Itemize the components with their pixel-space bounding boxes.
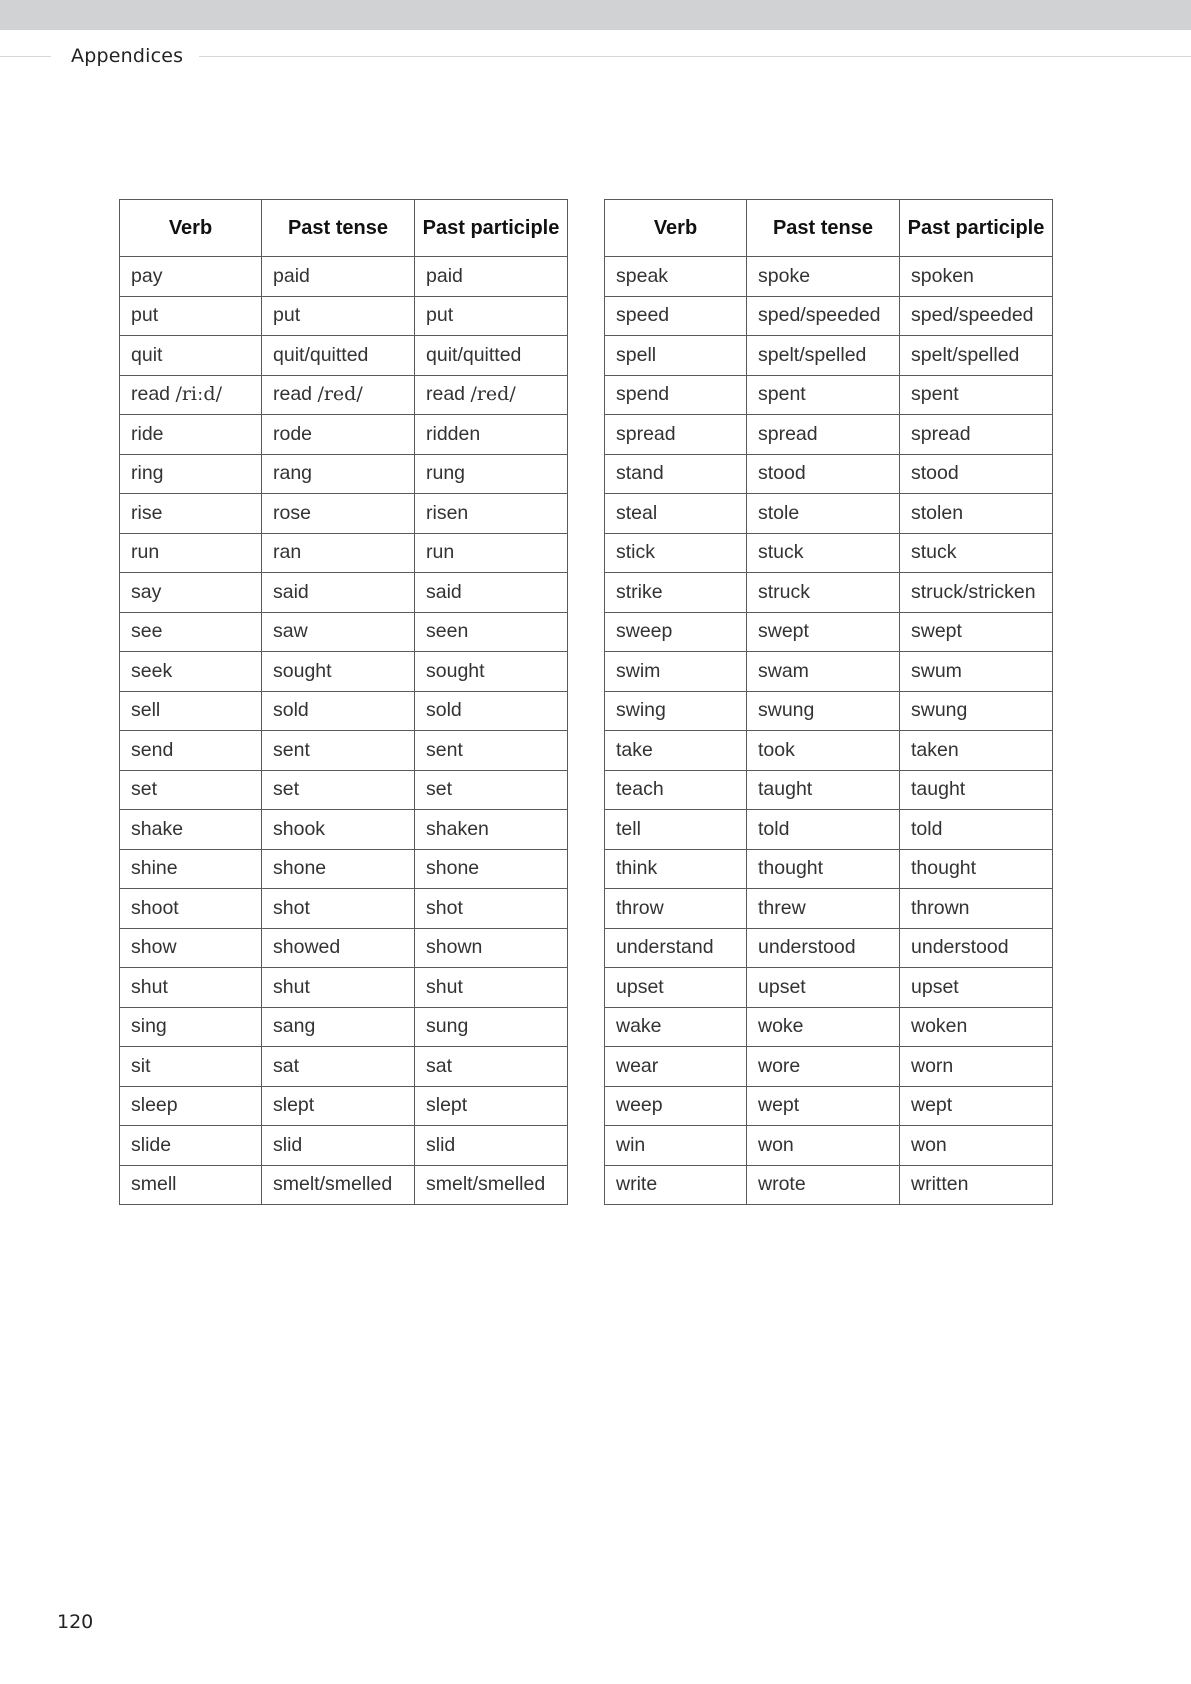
past-participle-cell: quit/quitted <box>415 336 568 376</box>
verb-cell: swing <box>605 691 747 731</box>
verb-cell: show <box>120 928 262 968</box>
verb-cell: shut <box>120 968 262 1008</box>
table-row <box>605 533 1053 573</box>
past-tense-cell: understood <box>747 928 900 968</box>
past-participle-cell: sought <box>415 652 568 692</box>
table-row <box>605 810 1053 850</box>
past-participle-cell: smelt/smelled <box>415 1165 568 1205</box>
past-participle-cell: shown <box>415 928 568 968</box>
verb-cell: wake <box>605 1007 747 1047</box>
table-row <box>605 1165 1053 1205</box>
verb-cell: strike <box>605 573 747 613</box>
verb-cell: rise <box>120 494 262 534</box>
top-gray-bar <box>0 0 1191 30</box>
verb-cell: sell <box>120 691 262 731</box>
verb-cell: spend <box>605 375 747 415</box>
past-participle-cell: won <box>900 1126 1053 1166</box>
past-participle-cell: sold <box>415 691 568 731</box>
header-rule-right <box>199 56 1191 57</box>
verb-cell: speak <box>605 257 747 297</box>
table-row <box>120 1126 568 1166</box>
past-participle-cell: stuck <box>900 533 1053 573</box>
past-tense-cell: sought <box>262 652 415 692</box>
verb-cell: quit <box>120 336 262 376</box>
verb-cell: slide <box>120 1126 262 1166</box>
column-header-past-participle: Past participle <box>900 200 1053 257</box>
table-row <box>120 1165 568 1205</box>
past-tense-cell: shone <box>262 849 415 889</box>
past-participle-cell: spelt/spelled <box>900 336 1053 376</box>
table-row <box>605 968 1053 1008</box>
past-tense-cell: swept <box>747 612 900 652</box>
section-title: Appendices <box>71 45 184 67</box>
table-row <box>120 731 568 771</box>
verb-cell: steal <box>605 494 747 534</box>
past-participle-cell: slid <box>415 1126 568 1166</box>
table-row <box>605 257 1053 297</box>
verb-cell: sweep <box>605 612 747 652</box>
verb-cell: sit <box>120 1047 262 1087</box>
past-tense-cell: set <box>262 770 415 810</box>
table-row <box>605 573 1053 613</box>
verb-cell: wear <box>605 1047 747 1087</box>
past-participle-cell: shone <box>415 849 568 889</box>
past-tense-cell: sent <box>262 731 415 771</box>
past-participle-cell: written <box>900 1165 1053 1205</box>
table-row <box>120 889 568 929</box>
verb-word: read <box>273 383 318 406</box>
past-tense-cell: said <box>262 573 415 613</box>
past-tense-cell: sped/speeded <box>747 296 900 336</box>
table-row <box>120 652 568 692</box>
verb-cell: sleep <box>120 1086 262 1126</box>
past-participle-cell: sung <box>415 1007 568 1047</box>
past-tense-cell: shot <box>262 889 415 929</box>
table-row <box>120 810 568 850</box>
verb-cell: win <box>605 1126 747 1166</box>
past-participle-cell: stood <box>900 454 1053 494</box>
phonetic-transcription: /riːd/ <box>175 383 222 406</box>
past-participle-cell: stolen <box>900 494 1053 534</box>
table-row <box>120 296 568 336</box>
verb-cell: stick <box>605 533 747 573</box>
past-tense-cell: won <box>747 1126 900 1166</box>
table-row <box>120 494 568 534</box>
table-row <box>605 1086 1053 1126</box>
table-row <box>120 454 568 494</box>
past-tense-cell: stood <box>747 454 900 494</box>
verb-cell: upset <box>605 968 747 1008</box>
past-tense-cell: taught <box>747 770 900 810</box>
past-tense-cell: stuck <box>747 533 900 573</box>
table-row <box>605 889 1053 929</box>
past-participle-cell: spoken <box>900 257 1053 297</box>
table-row <box>120 1086 568 1126</box>
past-tense-cell: threw <box>747 889 900 929</box>
past-participle-cell: taught <box>900 770 1053 810</box>
table-row <box>120 849 568 889</box>
past-tense-cell: swung <box>747 691 900 731</box>
past-participle-cell: run <box>415 533 568 573</box>
past-tense-cell: spent <box>747 375 900 415</box>
verb-cell: say <box>120 573 262 613</box>
table-row <box>605 770 1053 810</box>
past-participle-cell: said <box>415 573 568 613</box>
past-tense-cell: rang <box>262 454 415 494</box>
irregular-verbs-table-right <box>604 199 1053 1205</box>
past-participle-cell: wept <box>900 1086 1053 1126</box>
past-tense-cell: spoke <box>747 257 900 297</box>
past-tense-cell: spelt/spelled <box>747 336 900 376</box>
past-participle-cell: worn <box>900 1047 1053 1087</box>
past-participle-cell: taken <box>900 731 1053 771</box>
table-row <box>120 257 568 297</box>
verb-cell: think <box>605 849 747 889</box>
past-participle-cell: ridden <box>415 415 568 455</box>
verb-cell: shine <box>120 849 262 889</box>
table-row <box>120 1007 568 1047</box>
past-participle-cell: set <box>415 770 568 810</box>
table-row <box>605 691 1053 731</box>
table-row <box>605 652 1053 692</box>
table-row <box>605 928 1053 968</box>
table-row <box>120 336 568 376</box>
verb-cell: see <box>120 612 262 652</box>
past-participle-cell: sent <box>415 731 568 771</box>
column-header-past-tense: Past tense <box>262 200 415 257</box>
past-tense-cell: spread <box>747 415 900 455</box>
verb-cell: run <box>120 533 262 573</box>
table-row <box>120 928 568 968</box>
table-row <box>605 375 1053 415</box>
verb-cell: shoot <box>120 889 262 929</box>
verb-cell: put <box>120 296 262 336</box>
past-tense-cell: sold <box>262 691 415 731</box>
past-tense-cell: thought <box>747 849 900 889</box>
past-tense-cell <box>262 375 415 415</box>
verb-cell: ring <box>120 454 262 494</box>
table-row <box>605 494 1053 534</box>
table-row <box>605 1047 1053 1087</box>
past-tense-cell: shook <box>262 810 415 850</box>
past-tense-cell: shut <box>262 968 415 1008</box>
table-body <box>605 257 1053 1205</box>
verb-cell: smell <box>120 1165 262 1205</box>
past-tense-cell: showed <box>262 928 415 968</box>
verb-cell: shake <box>120 810 262 850</box>
verb-cell: swim <box>605 652 747 692</box>
table-header-row <box>120 200 568 257</box>
past-tense-cell: rose <box>262 494 415 534</box>
past-participle-cell: put <box>415 296 568 336</box>
past-tense-cell: sat <box>262 1047 415 1087</box>
past-participle-cell: sped/speeded <box>900 296 1053 336</box>
header-rule-left <box>0 56 51 57</box>
past-tense-cell: smelt/smelled <box>262 1165 415 1205</box>
past-participle-cell: shot <box>415 889 568 929</box>
past-participle-cell: thrown <box>900 889 1053 929</box>
verb-cell <box>120 375 262 415</box>
verb-cell: teach <box>605 770 747 810</box>
table-row <box>605 296 1053 336</box>
past-participle-cell: paid <box>415 257 568 297</box>
page-number: 120 <box>57 1611 94 1633</box>
column-header-verb: Verb <box>120 200 262 257</box>
past-tense-cell: upset <box>747 968 900 1008</box>
verb-cell: stand <box>605 454 747 494</box>
verb-cell: pay <box>120 257 262 297</box>
past-participle-cell: risen <box>415 494 568 534</box>
past-participle-cell: swung <box>900 691 1053 731</box>
past-tense-cell: sang <box>262 1007 415 1047</box>
past-tense-cell: wrote <box>747 1165 900 1205</box>
column-header-past-tense: Past tense <box>747 200 900 257</box>
past-tense-cell: slept <box>262 1086 415 1126</box>
past-participle-cell: sat <box>415 1047 568 1087</box>
past-participle-cell: shaken <box>415 810 568 850</box>
past-tense-cell: swam <box>747 652 900 692</box>
past-tense-cell: ran <box>262 533 415 573</box>
table-row <box>120 612 568 652</box>
past-participle-cell: shut <box>415 968 568 1008</box>
table-row <box>120 770 568 810</box>
past-participle-cell: slept <box>415 1086 568 1126</box>
past-tense-cell: wept <box>747 1086 900 1126</box>
past-tense-cell: stole <box>747 494 900 534</box>
verb-cell: send <box>120 731 262 771</box>
phonetic-transcription: /red/ <box>470 383 516 406</box>
past-tense-cell: saw <box>262 612 415 652</box>
verb-word: read <box>131 383 176 406</box>
table-row <box>120 573 568 613</box>
past-participle-cell: thought <box>900 849 1053 889</box>
verb-cell: understand <box>605 928 747 968</box>
past-participle-cell: spent <box>900 375 1053 415</box>
verb-cell: sing <box>120 1007 262 1047</box>
verb-cell: seek <box>120 652 262 692</box>
verb-cell: spread <box>605 415 747 455</box>
verb-cell: write <box>605 1165 747 1205</box>
past-tense-cell: paid <box>262 257 415 297</box>
verb-cell: ride <box>120 415 262 455</box>
past-participle-cell: spread <box>900 415 1053 455</box>
past-tense-cell: slid <box>262 1126 415 1166</box>
verb-word: read <box>426 383 471 406</box>
past-tense-cell: took <box>747 731 900 771</box>
phonetic-transcription: /red/ <box>317 383 363 406</box>
past-participle-cell: rung <box>415 454 568 494</box>
table-row <box>605 1007 1053 1047</box>
verb-cell: spell <box>605 336 747 376</box>
table-row <box>605 1126 1053 1166</box>
table-row <box>605 454 1053 494</box>
table-row <box>605 612 1053 652</box>
verb-cell: tell <box>605 810 747 850</box>
table-row <box>120 1047 568 1087</box>
past-tense-cell: put <box>262 296 415 336</box>
irregular-verbs-table-left <box>119 199 568 1205</box>
table-row <box>120 533 568 573</box>
table-body <box>120 257 568 1205</box>
verb-cell: take <box>605 731 747 771</box>
past-tense-cell: struck <box>747 573 900 613</box>
past-participle-cell: swept <box>900 612 1053 652</box>
verb-cell: speed <box>605 296 747 336</box>
table-row <box>605 849 1053 889</box>
verb-cell: throw <box>605 889 747 929</box>
table-row <box>605 336 1053 376</box>
past-participle-cell: upset <box>900 968 1053 1008</box>
table-header-row <box>605 200 1053 257</box>
past-tense-cell: wore <box>747 1047 900 1087</box>
verb-cell: set <box>120 770 262 810</box>
table-row <box>605 415 1053 455</box>
past-tense-cell: woke <box>747 1007 900 1047</box>
past-participle-cell: understood <box>900 928 1053 968</box>
table-row <box>605 731 1053 771</box>
past-participle-cell: woken <box>900 1007 1053 1047</box>
past-participle-cell <box>415 375 568 415</box>
past-participle-cell: seen <box>415 612 568 652</box>
table-row <box>120 415 568 455</box>
table-row <box>120 375 568 415</box>
past-tense-cell: quit/quitted <box>262 336 415 376</box>
past-participle-cell: struck/stricken <box>900 573 1053 613</box>
column-header-verb: Verb <box>605 200 747 257</box>
table-row <box>120 691 568 731</box>
table-row <box>120 968 568 1008</box>
past-participle-cell: swum <box>900 652 1053 692</box>
verb-cell: weep <box>605 1086 747 1126</box>
column-header-past-participle: Past participle <box>415 200 568 257</box>
past-tense-cell: rode <box>262 415 415 455</box>
past-tense-cell: told <box>747 810 900 850</box>
past-participle-cell: told <box>900 810 1053 850</box>
